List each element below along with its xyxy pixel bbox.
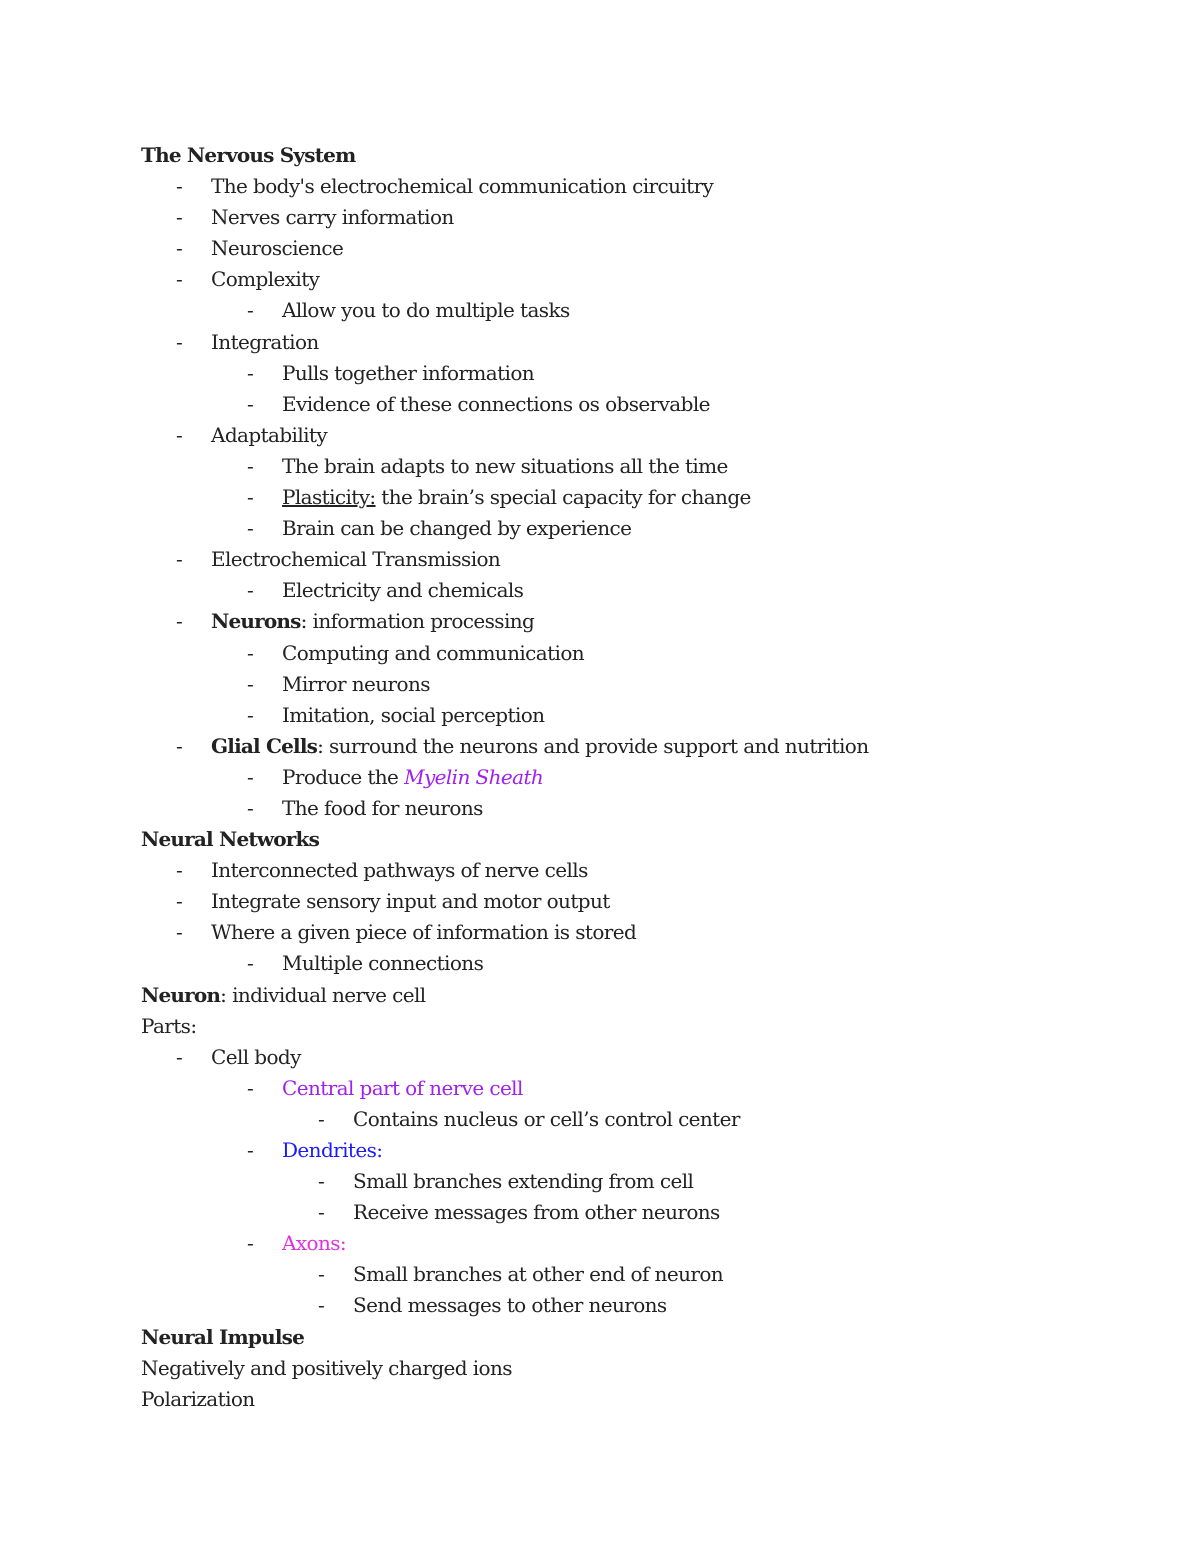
list-item: - The body's electrochemical communication circuitry bbox=[141, 171, 1141, 202]
term-glial-cells: Glial Cells bbox=[211, 733, 318, 758]
list-item: - Neuroscience bbox=[141, 233, 1141, 264]
list-subitem: - Mirror neurons bbox=[141, 669, 1141, 700]
bullet-dash: - bbox=[318, 1293, 325, 1318]
section-heading-neural-impulse bbox=[141, 1322, 1141, 1353]
paragraph-line: Negatively and positively charged ions bbox=[141, 1355, 512, 1380]
list-item: - Glial Cells: surround the neurons and provide support and nutrition bbox=[141, 731, 1141, 762]
central-part-text: Central part of nerve cell bbox=[282, 1075, 523, 1100]
bullet-dash: - bbox=[176, 547, 183, 572]
section-heading-nervous-system bbox=[141, 140, 1141, 171]
bullet-dash: - bbox=[176, 329, 183, 354]
bullet-dash: - bbox=[247, 671, 254, 696]
parts-label: Parts: bbox=[141, 1013, 197, 1038]
axons-label: Axons: bbox=[282, 1231, 347, 1256]
bullet-dash: - bbox=[176, 205, 183, 230]
list-item: - Neurons: information processing bbox=[141, 606, 1141, 637]
bullet-dash: - bbox=[176, 733, 183, 758]
list-subitem: - The food for neurons bbox=[141, 793, 1141, 824]
list-subitem: - Multiple connections bbox=[141, 948, 1141, 979]
bullet-dash: - bbox=[176, 920, 183, 945]
bullet-dash: - bbox=[247, 1138, 254, 1162]
bullet-dash: - bbox=[176, 422, 183, 447]
list-subitem bbox=[141, 1228, 1141, 1259]
paragraph-line: Polarization bbox=[141, 1386, 255, 1411]
bullet-dash: - bbox=[247, 764, 254, 789]
list-subitem: - The brain adapts to new situations all the time bbox=[141, 451, 1141, 482]
bullet-dash: - bbox=[247, 640, 254, 665]
bullet-dash: - bbox=[176, 267, 183, 292]
list-subitem: - Evidence of these connections os observable bbox=[141, 389, 1141, 420]
list-subitem bbox=[141, 1135, 1141, 1166]
bullet-dash: - bbox=[247, 1075, 254, 1100]
list-subitem: - Produce the Myelin Sheath bbox=[141, 762, 1141, 793]
bullet-dash: - bbox=[176, 889, 183, 914]
list-subsubitem: - Receive messages from other neurons bbox=[141, 1197, 1141, 1228]
bullet-dash: - bbox=[318, 1200, 325, 1225]
section-heading-neural-networks bbox=[141, 824, 1141, 855]
list-item: - Nerves carry information bbox=[141, 202, 1141, 233]
term-myelin-sheath: Myelin Sheath bbox=[404, 764, 544, 789]
list-subsubitem: - Small branches extending from cell bbox=[141, 1166, 1141, 1197]
bullet-dash: - bbox=[176, 174, 183, 199]
bullet-dash: - bbox=[247, 360, 254, 385]
bullet-dash: - bbox=[247, 702, 254, 727]
list-item: - Adaptability bbox=[141, 420, 1141, 451]
bullet-dash: - bbox=[176, 1044, 183, 1069]
bullet-dash: - bbox=[247, 1231, 254, 1256]
bullet-dash: - bbox=[247, 516, 254, 541]
list-subitem: - Electricity and chemicals bbox=[141, 575, 1141, 606]
list-subitem: - Imitation, social perception bbox=[141, 700, 1141, 731]
list-subitem: - Allow you to do multiple tasks bbox=[141, 295, 1141, 326]
list-item: - Integration bbox=[141, 327, 1141, 358]
bullet-dash: - bbox=[318, 1106, 325, 1131]
list-subsubitem: - Contains nucleus or cell’s control center bbox=[141, 1104, 1141, 1135]
bullet-dash: - bbox=[247, 795, 254, 820]
bullet-dash: - bbox=[247, 391, 254, 416]
neuron-definition: Neuron: individual nerve cell bbox=[141, 982, 426, 1007]
bullet-dash: - bbox=[247, 485, 254, 510]
bullet-dash: - bbox=[176, 236, 183, 261]
term-neuron: Neuron bbox=[141, 982, 221, 1007]
bullet-dash: - bbox=[247, 578, 254, 603]
bullet-dash: - bbox=[247, 951, 254, 976]
list-item: - Integrate sensory input and motor output bbox=[141, 886, 1141, 917]
list-item: - Electrochemical Transmission bbox=[141, 544, 1141, 575]
list-item: - Where a given piece of information is stored bbox=[141, 917, 1141, 948]
dendrites-label: Dendrites: bbox=[282, 1138, 383, 1162]
section-title: Neural Networks bbox=[141, 827, 320, 852]
list-subitem: - Computing and communication bbox=[141, 638, 1141, 669]
list-subitem: - Brain can be changed by experience bbox=[141, 513, 1141, 544]
list-subitem: - Plasticity: the brain’s special capacity for change bbox=[141, 482, 1141, 513]
bullet-dash: - bbox=[318, 1262, 325, 1287]
bullet-dash: - bbox=[176, 858, 183, 883]
list-subsubitem: - Send messages to other neurons bbox=[141, 1290, 1141, 1321]
bullet-dash: - bbox=[176, 609, 183, 634]
list-item: - Complexity bbox=[141, 264, 1141, 295]
bullet-dash: - bbox=[247, 298, 254, 323]
list-subitem: - Pulls together information bbox=[141, 358, 1141, 389]
section-title: The Nervous System bbox=[141, 143, 356, 167]
document-body bbox=[141, 140, 1141, 1415]
bullet-dash: - bbox=[247, 453, 254, 478]
list-subitem bbox=[141, 1073, 1141, 1104]
section-title: Neural Impulse bbox=[141, 1324, 305, 1349]
list-item: - Cell body bbox=[141, 1042, 1141, 1073]
list-subsubitem: - Small branches at other end of neuron bbox=[141, 1259, 1141, 1290]
term-neurons: Neurons bbox=[211, 609, 301, 634]
term-plasticity: Plasticity: bbox=[282, 485, 376, 510]
bullet-dash: - bbox=[318, 1169, 325, 1194]
list-item: - Interconnected pathways of nerve cells bbox=[141, 855, 1141, 886]
